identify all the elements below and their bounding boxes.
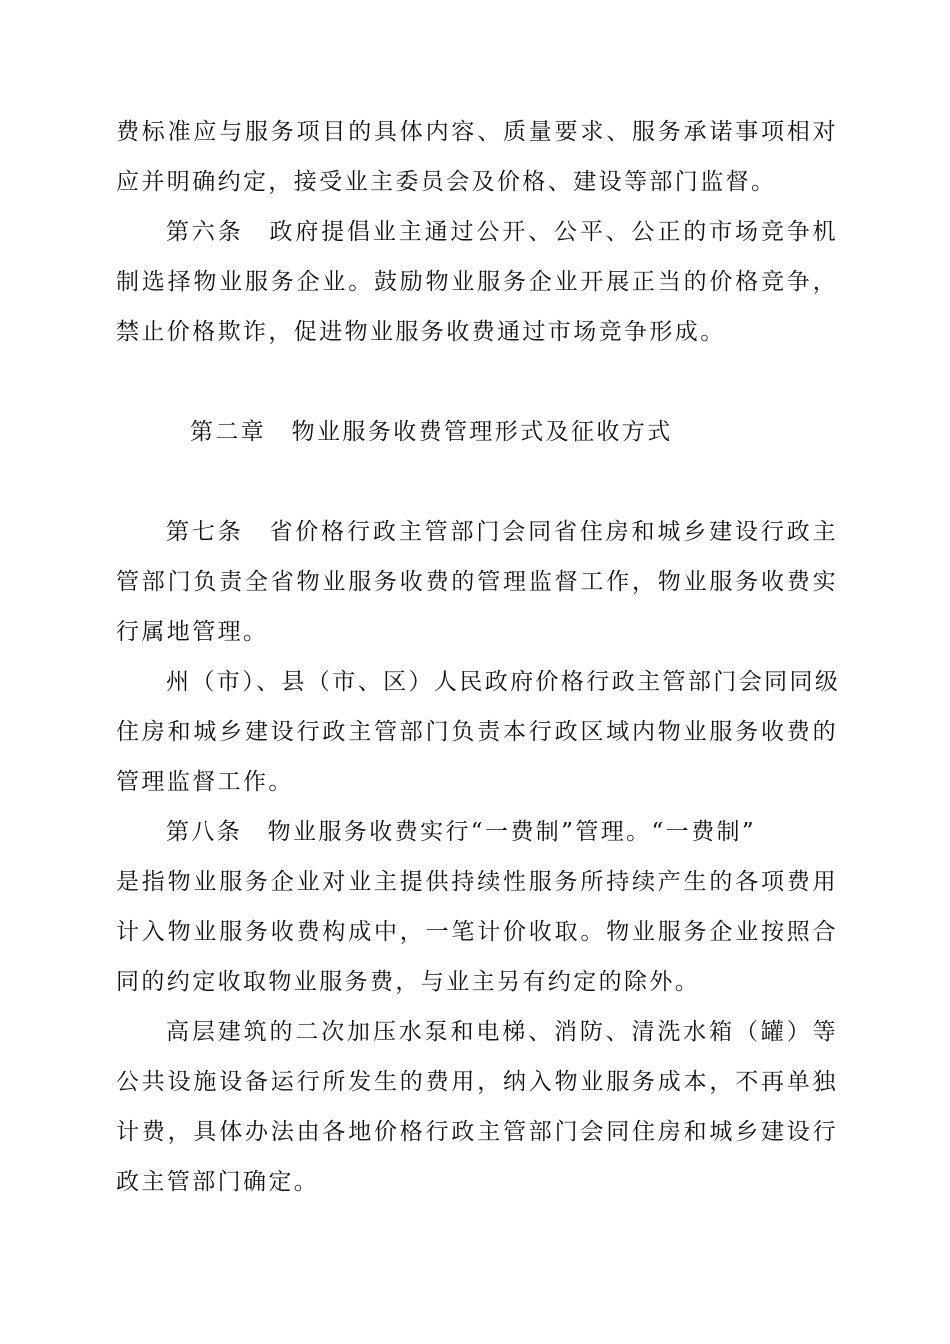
paragraph-line: 同的约定收取物业服务费，与业主另有约定的除外。 (116, 969, 701, 995)
paragraph-line: 应并明确约定，接受业主委员会及价格、建设等部门监督。 (116, 169, 777, 195)
paragraph-line: 高层建筑的二次加压水泵和电梯、消防、清洗水箱（罐）等 (166, 1019, 838, 1045)
article-8-line: 第八条 物业服务收费实行“一费制”管理。“一费制” (166, 819, 757, 845)
paragraph-line: 住房和城乡建设行政主管部门负责本行政区域内物业服务收费的 (116, 719, 838, 745)
paragraph-line: 制选择物业服务企业。鼓励物业服务企业开展正当的价格竞争， (116, 269, 838, 295)
paragraph-line: 管部门负责全省物业服务收费的管理监督工作，物业服务收费实 (116, 569, 838, 595)
paragraph-line: 计入物业服务收费构成中，一笔计价收取。物业服务企业按照合 (116, 919, 838, 945)
paragraph-line: 禁止价格欺诈，促进物业服务收费通过市场竞争形成。 (116, 319, 726, 345)
article-7-line: 第七条 省价格行政主管部门会同省住房和城乡建设行政主 (166, 519, 838, 545)
paragraph-line: 管理监督工作。 (116, 769, 294, 795)
chapter-heading: 第二章 物业服务收费管理形式及征收方式 (190, 419, 673, 445)
paragraph-line: 是指物业服务企业对业主提供持续性服务所持续产生的各项费用 (116, 869, 838, 895)
article-6-line: 第六条 政府提倡业主通过公开、公平、公正的市场竞争机 (166, 219, 838, 245)
paragraph-line: 公共设施设备运行所发生的费用，纳入物业服务成本，不再单独 (116, 1069, 838, 1095)
paragraph-line: 计费，具体办法由各地价格行政主管部门会同住房和城乡建设行 (116, 1119, 838, 1145)
paragraph-line: 州（市）、县（市、区）人民政府价格行政主管部门会同同级 (166, 669, 841, 695)
paragraph-line: 行属地管理。 (116, 619, 269, 645)
paragraph-line: 政主管部门确定。 (116, 1169, 320, 1195)
paragraph-line: 费标准应与服务项目的具体内容、质量要求、服务承诺事项相对 (116, 119, 838, 145)
